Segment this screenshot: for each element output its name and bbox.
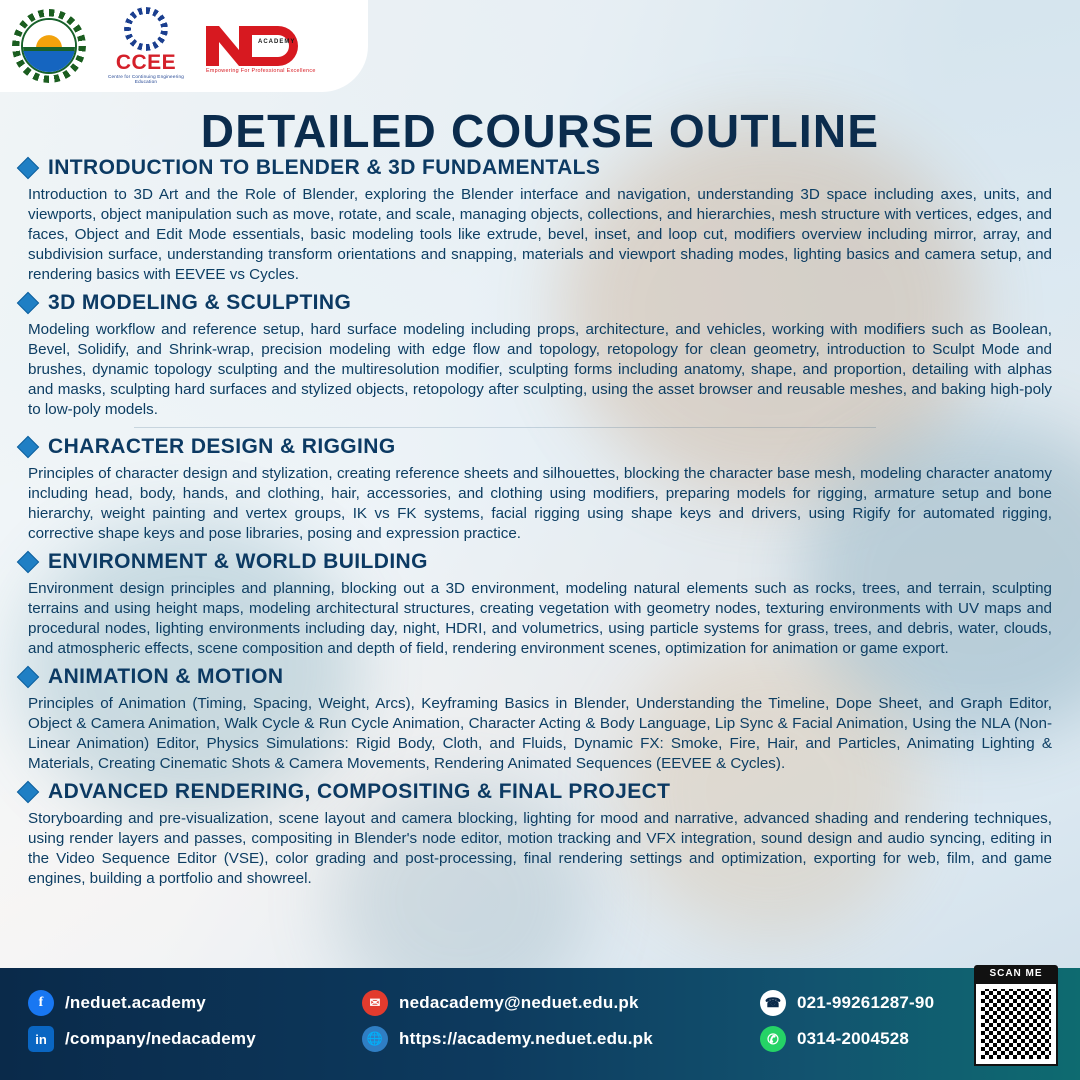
scan-me-label: SCAN ME: [974, 965, 1058, 982]
section-animation-motion: [14, 665, 1056, 774]
website-link[interactable]: [362, 1026, 653, 1052]
section-header: [20, 435, 1056, 459]
whatsapp-number: 0314-2004528: [797, 1029, 910, 1048]
whatsapp-icon: ✆: [760, 1026, 786, 1052]
section-environment-world-building: [14, 550, 1056, 659]
diamond-bullet-icon: [17, 551, 40, 574]
nd-academy-logo-icon: [206, 22, 316, 74]
footer-contact-column: [362, 990, 653, 1062]
section-divider: [134, 427, 876, 428]
section-title: 3D MODELING & SCULPTING: [48, 291, 352, 314]
diamond-bullet-icon: [17, 157, 40, 180]
section-header: [20, 291, 1056, 315]
nd-academy-logo-text: ACADEMY: [258, 39, 296, 45]
section-title: ADVANCED RENDERING, COMPOSITING & FINAL PROJECT: [48, 780, 671, 803]
footer-social-column: [28, 990, 256, 1062]
website-url: https://academy.neduet.edu.pk: [399, 1029, 653, 1048]
diamond-bullet-icon: [17, 781, 40, 804]
section-modeling-sculpting: [14, 291, 1056, 428]
qr-code-block[interactable]: [974, 965, 1058, 1066]
linkedin-icon: in: [28, 1026, 54, 1052]
linkedin-link[interactable]: [28, 1026, 256, 1052]
section-body: Environment design principles and planning, blocking out a 3D environment, modeling natural elements such as rocks, trees, and terrain, sculpting terrains and using height maps, modeling architectural structures, creating vegetation with geometry nodes, texturing environments with UV maps and procedural nodes, lighting environments including day, night, HDRI, and volumetrics, using particle systems for grass, trees, and debris, water, clouds, and atmospheric effects, scene composition and depth of field, rendering environment scenes, optimization for animation or game export.: [28, 580, 1052, 657]
logo-bar: [0, 0, 368, 92]
linkedin-handle: /company/nedacademy: [65, 1029, 256, 1048]
globe-icon: 🌐: [362, 1026, 388, 1052]
section-body: Principles of character design and stylization, creating reference sheets and silhouettes, blocking the character base mesh, modeling character anatomy including head, body, hands, and clothing, hair, accessories, and clothing using modifiers, preparing models for rigging, armature setup and bone hierarchy, weight painting and vertex groups, IK vs FK systems, facial rigging using shape keys and drivers, using Rigify for automated rigging, corrective shape keys and pose libraries, posing and expression practice.: [28, 465, 1052, 542]
phone-number: 021-99261287-90: [797, 993, 935, 1012]
section-header: [20, 665, 1056, 689]
email-link[interactable]: [362, 990, 653, 1016]
qr-code-icon[interactable]: [974, 982, 1058, 1066]
ccee-logo-subtitle: Centre for Continuing Engineering Education: [107, 74, 185, 84]
section-title: CHARACTER DESIGN & RIGGING: [48, 435, 396, 458]
footer-phone-column: [760, 990, 934, 1062]
section-header: [20, 550, 1056, 574]
diamond-bullet-icon: [17, 436, 40, 459]
footer-bar: [0, 968, 1080, 1080]
phone-icon: ☎: [760, 990, 786, 1016]
section-title: ANIMATION & MOTION: [48, 665, 284, 688]
facebook-icon: f: [28, 990, 54, 1016]
section-character-design-rigging: [14, 435, 1056, 544]
ccee-logo-icon: [100, 7, 192, 84]
section-body: Storyboarding and pre-visualization, scene layout and camera blocking, lighting for mood and narrative, advanced shading and rendering techniques, using render layers and passes, compositing in Blender's node editor, motion tracking and VFX integration, sound design and audio syncing, editing in the Video Sequence Editor (VSE), color grading and post-processing, final rendering settings and optimization, exporting for web, film, and game engines, building a portfolio and showreel.: [28, 810, 1052, 887]
sections-container: [0, 156, 1080, 895]
diamond-bullet-icon: [17, 292, 40, 315]
page-title: DETAILED COURSE OUTLINE: [200, 105, 880, 157]
ccee-logo-text: CCEE: [115, 51, 177, 75]
section-body: Modeling workflow and reference setup, hard surface modeling including props, architecture, and vehicles, working with modifiers such as Boolean, Bevel, Solidify, and Shrink-wrap, precision modeling with edge flow and topology, retopology for clean geometry, introduction to Sculpt Mode and brushes, dynamic topology sculpting and the multiresolution modifier, sculpting forms including anatomy, shape, and proportion, detailing with alphas and masks, sculpting hard surfaces and stylized objects, retopology after sculpting, using the asset browser and reusable meshes, and baking high-poly to low-poly models.: [28, 321, 1052, 418]
section-body: Introduction to 3D Art and the Role of Blender, exploring the Blender interface and navigation, understanding 3D space including axes, units, and viewports, object manipulation such as move, rotate, and scale, managing objects, collections, and hierarchies, mesh structure with vertices, edges, and faces, Object and Edit Mode essentials, basic modeling tools like extrude, bevel, inset, and loop cut, modifiers overview including mirror, array, and subdivision surface, understanding transform orientations and snapping, materials and viewport shading modes, lighting basics and camera setup, and rendering basics with EEVEE vs Cycles.: [28, 186, 1052, 283]
section-header: [20, 156, 1056, 180]
section-header: [20, 780, 1056, 804]
section-title: ENVIRONMENT & WORLD BUILDING: [48, 550, 428, 573]
nd-academy-logo-tagline: Empowering For Professional Excellence: [206, 68, 316, 74]
section-title: INTRODUCTION TO BLENDER & 3D FUNDAMENTALS: [48, 156, 601, 179]
facebook-handle: /neduet.academy: [65, 993, 206, 1012]
diamond-bullet-icon: [17, 666, 40, 689]
facebook-link[interactable]: [28, 990, 256, 1016]
whatsapp-entry[interactable]: [760, 1026, 934, 1052]
section-introduction: [14, 156, 1056, 285]
section-body: Principles of Animation (Timing, Spacing, Weight, Arcs), Keyframing Basics in Blender, Understanding the Timeline, Dope Sheet, and Graph Editor, Object & Camera Animation, Walk Cycle & Run Cycle Animation, Character Acting & Body Language, Lip Sync & Facial Animation, Using the NLA (Non-Linear Animation) Editor, Physics Simulations: Rigid Body, Cloth, and Fluids, Dynamic FX: Smoke, Fire, Hair, and Particles, Animating Lighting & Materials, Creating Cinematic Shots & Camera Movements, Rendering Animated Sequences (EEVEE & Cycles).: [28, 695, 1052, 772]
mail-icon: ✉: [362, 990, 388, 1016]
email-address: nedacademy@neduet.edu.pk: [399, 993, 639, 1012]
phone-entry[interactable]: [760, 990, 934, 1016]
ned-university-logo-icon: [12, 9, 86, 83]
section-advanced-rendering-final-project: [14, 780, 1056, 889]
